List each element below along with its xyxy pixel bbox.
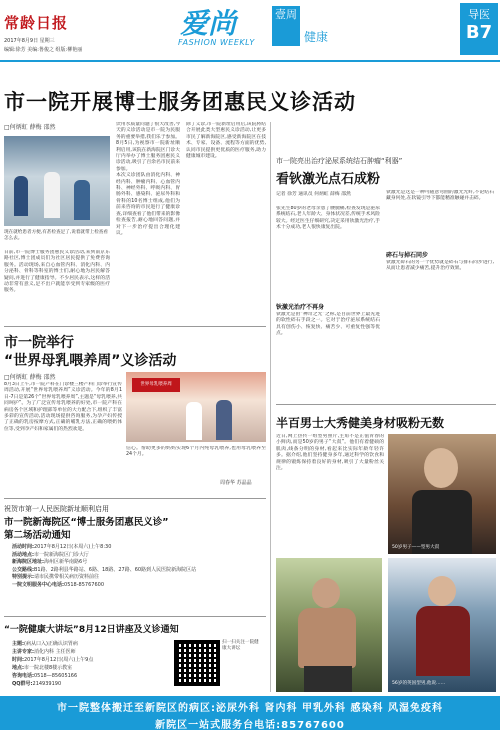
section-divider	[4, 326, 266, 327]
notice-row-value: 海州区新华南路6号	[44, 559, 88, 565]
lecture-details	[12, 640, 162, 688]
photo-face	[424, 448, 458, 488]
lecture-row-value: 消化内科 主任医师	[34, 649, 76, 655]
breastfeeding-photo	[126, 372, 266, 442]
breastfeeding-body: 8月3日上午,市一院产科在门诊楼三楼产科门诊举行宣传周活动,开展“世界母乳喂养周”义诊活动。今年的8月1日-7日是第26个“世界母乳喂养周”,主题是“母乳喂养,共同呵护”。为了广泛宣传母乳喂养的好处,市一院产科在病房各个区域和护理部等单位的大力配合下,组织了丰富多彩的宣传活动,活动现场提供咨询服务,为孕产妇传授了正确的乳房按摩方式,正确的哺乳方法,正确的喂奶体位等,受到孕产妇和家属们的热烈欢迎。	[4, 382, 122, 432]
brand-chinese: 爱尚	[180, 7, 237, 40]
lecture-row-label: 咨询电话:	[12, 673, 34, 679]
notice-row-label: 新海院区地址:	[12, 559, 45, 565]
notice-row	[12, 574, 266, 582]
lecture-row-label: 时间:	[12, 657, 24, 663]
fashion-photo-1	[388, 434, 496, 554]
notice-details	[12, 544, 266, 589]
guide-label: 导医	[468, 8, 490, 21]
laser-title: 看钬激光点石成粉	[276, 172, 381, 187]
lecture-row	[12, 640, 162, 648]
lecture-row	[12, 664, 162, 672]
photo-figure	[304, 666, 352, 692]
header-divider	[0, 60, 500, 62]
photo-figure	[14, 176, 28, 216]
lecture-row-value: 市一院北楼8楼示教室	[24, 665, 73, 671]
footer-line-2: 新院区一站式服务台电话:85767600	[155, 720, 345, 731]
photo-figure	[44, 172, 60, 218]
fashion-photo-2	[276, 558, 382, 692]
notice-row	[12, 582, 266, 590]
page-badge	[460, 3, 498, 55]
lecture-row-value: 0518—85605166	[34, 673, 78, 679]
breastfeeding-title-1: 市一院举行	[4, 335, 74, 351]
notice-row	[12, 544, 266, 552]
weekly-badge	[272, 6, 300, 46]
lecture-row	[12, 680, 162, 688]
laser-subhead-1: 钬激光治疗不再身	[276, 304, 325, 311]
lecture-row-label: 地点:	[12, 665, 24, 671]
lead-column-1: 日前,市一院博士服务团惠民义诊活动,来到南京东路社区,博士团成员们为社区居民提供了免费咨询服务。活动现场,来自心血管内科、消化内科、内分泌科、骨科等科室的博士们,耐心地为居民解答疑问,并进行了健康指导。不少居民表示,这样的活动非常有意义,足不出户就能享受到专家级的医疗服务。	[4, 250, 110, 294]
issue-date: 2017年8月9日 星期三	[4, 38, 55, 44]
lead-column-3: 除了义诊,市一院新址启用后,该院将结合开展此类大型惠民义诊活动,让更多市民了解新海院区,感受新海院区在技术、专家、设备、流程等方面的优势,认同市民提供更优质的医疗服务,助力健康城市建设。	[186, 122, 266, 160]
lecture-row-label: 主题:	[12, 641, 24, 647]
laser-subhead-2: 碎石与掉石同步	[386, 252, 429, 259]
notice-row	[12, 559, 266, 567]
photo-face	[312, 578, 340, 608]
lead-photo	[4, 136, 110, 226]
fashion-title: 半百男士大秀健美身材吸粉无数	[276, 416, 445, 430]
photo-figure	[298, 608, 356, 668]
laser-body-d: 钬激光碎石的另一个优势就是碎石与排石同步进行,从而让患者减少痛苦,提升治疗效果。	[386, 260, 494, 272]
qr-code[interactable]	[174, 640, 220, 686]
event-banner: 世界母乳喂养周	[132, 378, 180, 392]
lecture-row-label: QQ群号:	[12, 681, 33, 687]
column-rule	[270, 122, 271, 692]
lead-headline: 市一院开展博士服务团惠民义诊活动	[4, 90, 356, 114]
lecture-row-label: 主讲专家:	[12, 649, 34, 655]
fashion-photo-3	[388, 558, 496, 692]
editors-line: 编辑:徐芳 美编:鲁俊之 组版:柳艳丽	[4, 47, 83, 53]
page-header	[0, 0, 500, 66]
laser-body-c: 钬激光是这是一种可随意弯曲的激光光纤,不论结石藏身何处,在软镜引导下都能精准触碰并击碎。	[386, 190, 494, 202]
notice-row-value: 2017年8月12日(本周六)上午8:30	[34, 544, 112, 550]
lecture-row	[12, 648, 162, 656]
notice-row-label: 公交路线:	[12, 566, 34, 573]
photo-figure	[216, 400, 232, 440]
breastfeeding-body-right: 信心。帮助更多的妈妈实现6个月内纯母乳喂养,也用母乳喂养至24个月。	[126, 446, 266, 458]
notice-row-value: B1路、2路利县华路站、6路、18路、27路、60路到人民医院新海院区站	[34, 566, 197, 573]
laser-body-b: 钬激光是由“神奇之光”之称,是目前世界上最先进的软性碎石手段之一。它对于治疗泌尿系统结石具有创伤小、恢复快、痛苦少、可重复性强等优点。	[276, 312, 380, 337]
qr-caption: 扫一扫关注一院健康大讲坛	[222, 640, 259, 651]
photo-figure	[74, 180, 90, 220]
notice-row-value: 市一院新海院区门诊大厅	[34, 551, 90, 558]
page-number: B7	[465, 22, 493, 43]
section-divider	[4, 616, 266, 617]
notice-row-label: 一院文明服务中心电话:	[12, 581, 65, 588]
laser-reporter: 记者 徐芳 通讯员 何炳虹 薛梅 邵然	[276, 192, 351, 197]
notice-title-1: 市一院新海院区“博士服务团惠民义诊”	[4, 517, 169, 528]
photo-face	[428, 576, 456, 606]
newspaper-logo: 常龄日报	[4, 14, 69, 32]
footer-line-1: 市一院整体搬迁至新院区的病区:泌尿外科 肾内科 甲乳外科 感染科 风湿免疫科	[57, 703, 443, 714]
section-divider	[276, 404, 496, 405]
notice-kicker: 祝贺市第一人民医院新址顺利启用	[4, 505, 109, 513]
fashion-caption-1: 50岁男子——型男大叔	[392, 545, 440, 550]
laser-body-a: 张先生80岁的老母亲患了腰腿痛,检查发现是泌尿系统结石,老人年龄大、身体状况差,传统手术风险较大。经过医生仔细研究,决定采用钬激光治疗,手术十分成功,老人很快康复出院。	[276, 206, 380, 231]
fashion-body: 近日,网上热传一组型男照片,主角不是正值青春的小鲜肉,而是50岁的男子“大叔”。他们有着健硕的肌肉,线条分明的身材,看起来比实际年龄年轻许多。据介绍,他们坚持健身多年,通过科学的饮食和规律的锻炼保持着良好的身材,吸引了大量粉丝关注。	[276, 434, 384, 472]
photo-figure	[416, 606, 470, 676]
breastfeeding-byline: □何炳虹 薛梅 邵然	[4, 374, 56, 381]
lead-column-2: 饮用水质量问题了很大改善,今天的义诊活动是市一院为民服务的重要举措,我们乐于参加。 8月5日,为视察市一院新址顺利启用,该院在新海院区门诊大厅内举办了博士服务团惠民义诊活动,吸引了百余名市民前来参加。 本次义诊团队由消化内科、神经内科、肿瘤内科、心血管内科、神经外科、呼吸内科、胃肠外科、感染科、泌尿外科和骨科的10名博士组成,他们为前来咨询的市民进行了健康诊查,详细查看了他们带来的影像检查报告,耐心地回答问题,并对下一步治疗提出合理化建议。	[116, 122, 180, 236]
notice-row-label: 活动地点:	[12, 551, 34, 558]
notice-row-value: 0518-85767600	[64, 581, 104, 588]
footer-banner	[0, 696, 500, 730]
breastfeeding-title-2: “世界母乳喂养周”义诊活动	[4, 353, 177, 369]
notice-row-label: 活动时间:	[12, 544, 34, 550]
lecture-row	[12, 672, 162, 680]
section-label: 健康	[304, 30, 329, 44]
lecture-row-value: 2017年8月12日(周六)上午9点	[24, 657, 94, 663]
brand-english: FASHION WEEKLY	[178, 38, 255, 47]
lecture-row-value: (病从口入)正确认识胃病	[24, 641, 78, 647]
notice-row	[12, 567, 266, 575]
breastfeeding-authors: 周春华 苏晶晶	[220, 480, 252, 486]
fashion-caption-2: 56岁的英国型男,他说……	[392, 681, 446, 686]
lead-photo-caption: 现在就给患者方便,有甚检查足了,说着就带上检查看怎么去。	[4, 230, 108, 241]
notice-title-2: 第二场活动通知	[4, 530, 71, 541]
lecture-row	[12, 656, 162, 664]
weekly-label: 壹周	[275, 8, 297, 21]
laser-kicker: 市一院亮出治疗泌尿系统结石肿瘤“利器”	[276, 157, 403, 165]
notice-row	[12, 552, 266, 560]
lecture-title: “一院健康大讲坛”8月12日讲座及义诊通知	[4, 625, 179, 635]
notice-row-label: 特别提示:	[12, 574, 34, 580]
photo-figure	[186, 402, 202, 440]
lecture-row-value: 214939190	[32, 681, 62, 687]
lead-byline: □何炳虹 薛梅 邵然	[4, 124, 56, 131]
section-divider	[4, 498, 266, 499]
notice-row-value: 请市民携带相关病历资料前往	[34, 574, 100, 580]
